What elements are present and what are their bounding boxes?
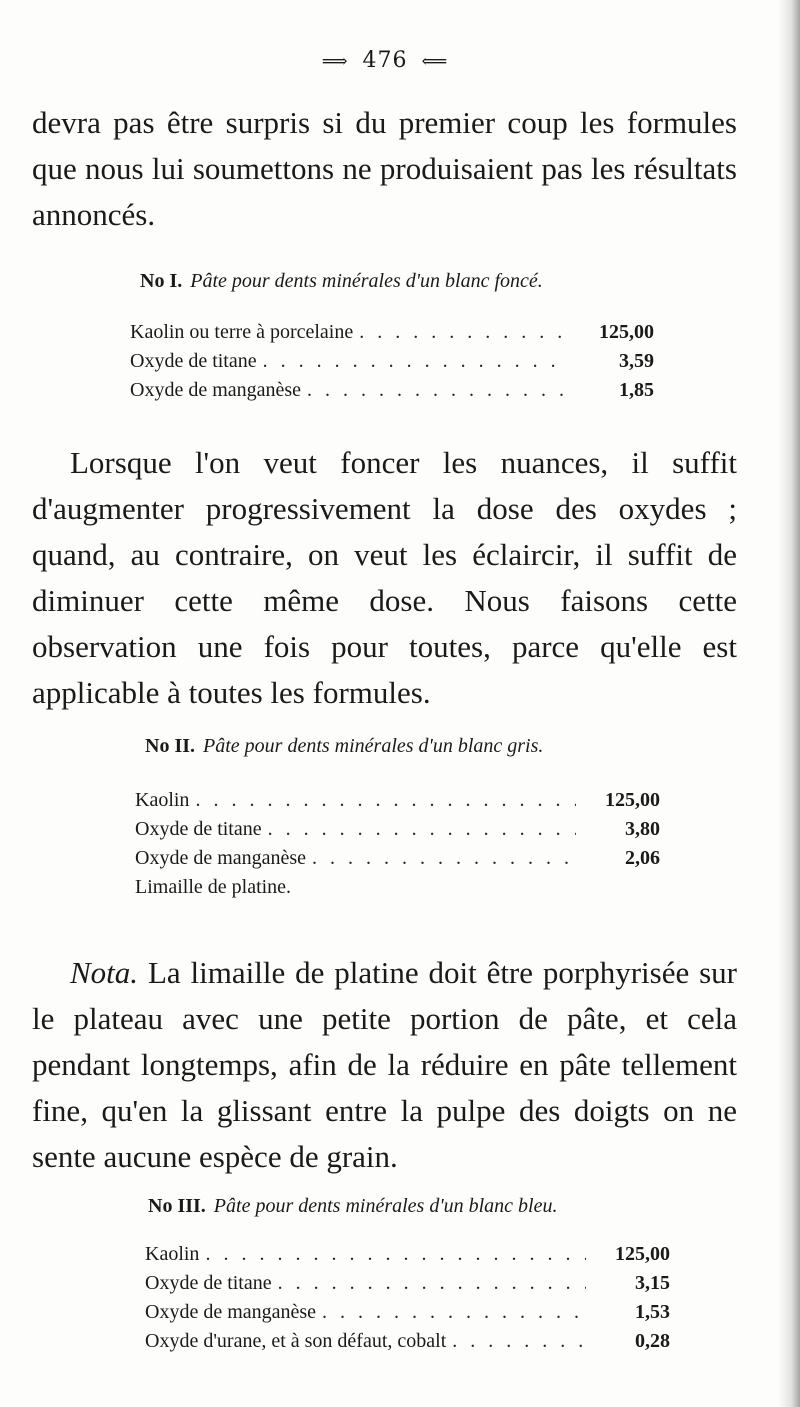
recipe-3-title — [148, 1195, 557, 1218]
nota-text: La limaille de platine doit être porphyrisée sur le plateau avec une petite portion de pâte, et cela pendant longtemps, afin de la réduire en pâte tellement fine, qu'en la glissant entre la pulpe des doigts on ne sente aucune espèce de grain. — [32, 955, 738, 1174]
page-number: 476 — [362, 48, 408, 73]
recipe-2-item: Kaolin . . . 125,00 — [135, 786, 660, 815]
recipe-2-item: Oxyde de manganèse . . . 2,06 — [135, 844, 660, 873]
recipe-3-item: Kaolin . . . 125,00 — [145, 1240, 670, 1269]
nota-label: Nota. — [70, 955, 139, 990]
paragraph-continuation: devra pas être surpris si du premier coup les formules que nous lui soumettons ne produisaient pas les résultats annoncés. — [32, 105, 737, 232]
recipe-3-list — [145, 1240, 670, 1356]
recipe-2-title — [145, 735, 543, 758]
recipe-1-item: Oxyde de titane . . . 3,59 — [130, 347, 654, 376]
recipe-2-item: Limaille de platine. — [135, 876, 292, 898]
recipe-3-item: Oxyde de manganèse . . . 1,53 — [145, 1298, 670, 1327]
recipe-1-item: Oxyde de manganèse . . . 1,85 — [130, 376, 654, 405]
paragraph-nuances: Lorsque l'on veut foncer les nuances, il suffit d'augmenter progressivement la dose des oxydes ; quand, au contraire, on veut les éclaircir, il suffit de diminuer cette même dose. Nous faisons cette observation une fois pour toutes, parce qu'elle est applicable à toutes les formules. — [32, 445, 737, 710]
paragraph-nota — [32, 950, 737, 1180]
recipe-1-list — [130, 318, 654, 405]
recipe-3-heading: Pâte pour dents minérales d'un blanc bleu. — [213, 1195, 558, 1217]
recipe-1-number: No I. — [140, 270, 183, 292]
recipe-1-item: Kaolin ou terre à porcelaine . . . 125,00 — [130, 318, 654, 347]
recipe-2-item: Oxyde de titane . . . 3,80 — [135, 815, 660, 844]
recipe-3-number: No III. — [148, 1195, 206, 1217]
ornament-right-icon: ⟸ — [421, 51, 449, 72]
ornament-left-icon: ⟹ — [321, 51, 349, 72]
recipe-3-item: Oxyde de titane . . . 3,15 — [145, 1269, 670, 1298]
recipe-2-list — [135, 786, 660, 902]
recipe-2-heading: Pâte pour dents minérales d'un blanc gris. — [203, 735, 544, 757]
recipe-1-heading: Pâte pour dents minérales d'un blanc foncé. — [190, 270, 543, 292]
recipe-2-number: No II. — [145, 735, 196, 757]
page-edge-shadow — [778, 0, 800, 1407]
recipe-1-title — [140, 270, 543, 293]
recipe-3-item: Oxyde d'urane, et à son défaut, cobalt . . . 0,28 — [145, 1327, 670, 1356]
page-header — [0, 48, 770, 73]
